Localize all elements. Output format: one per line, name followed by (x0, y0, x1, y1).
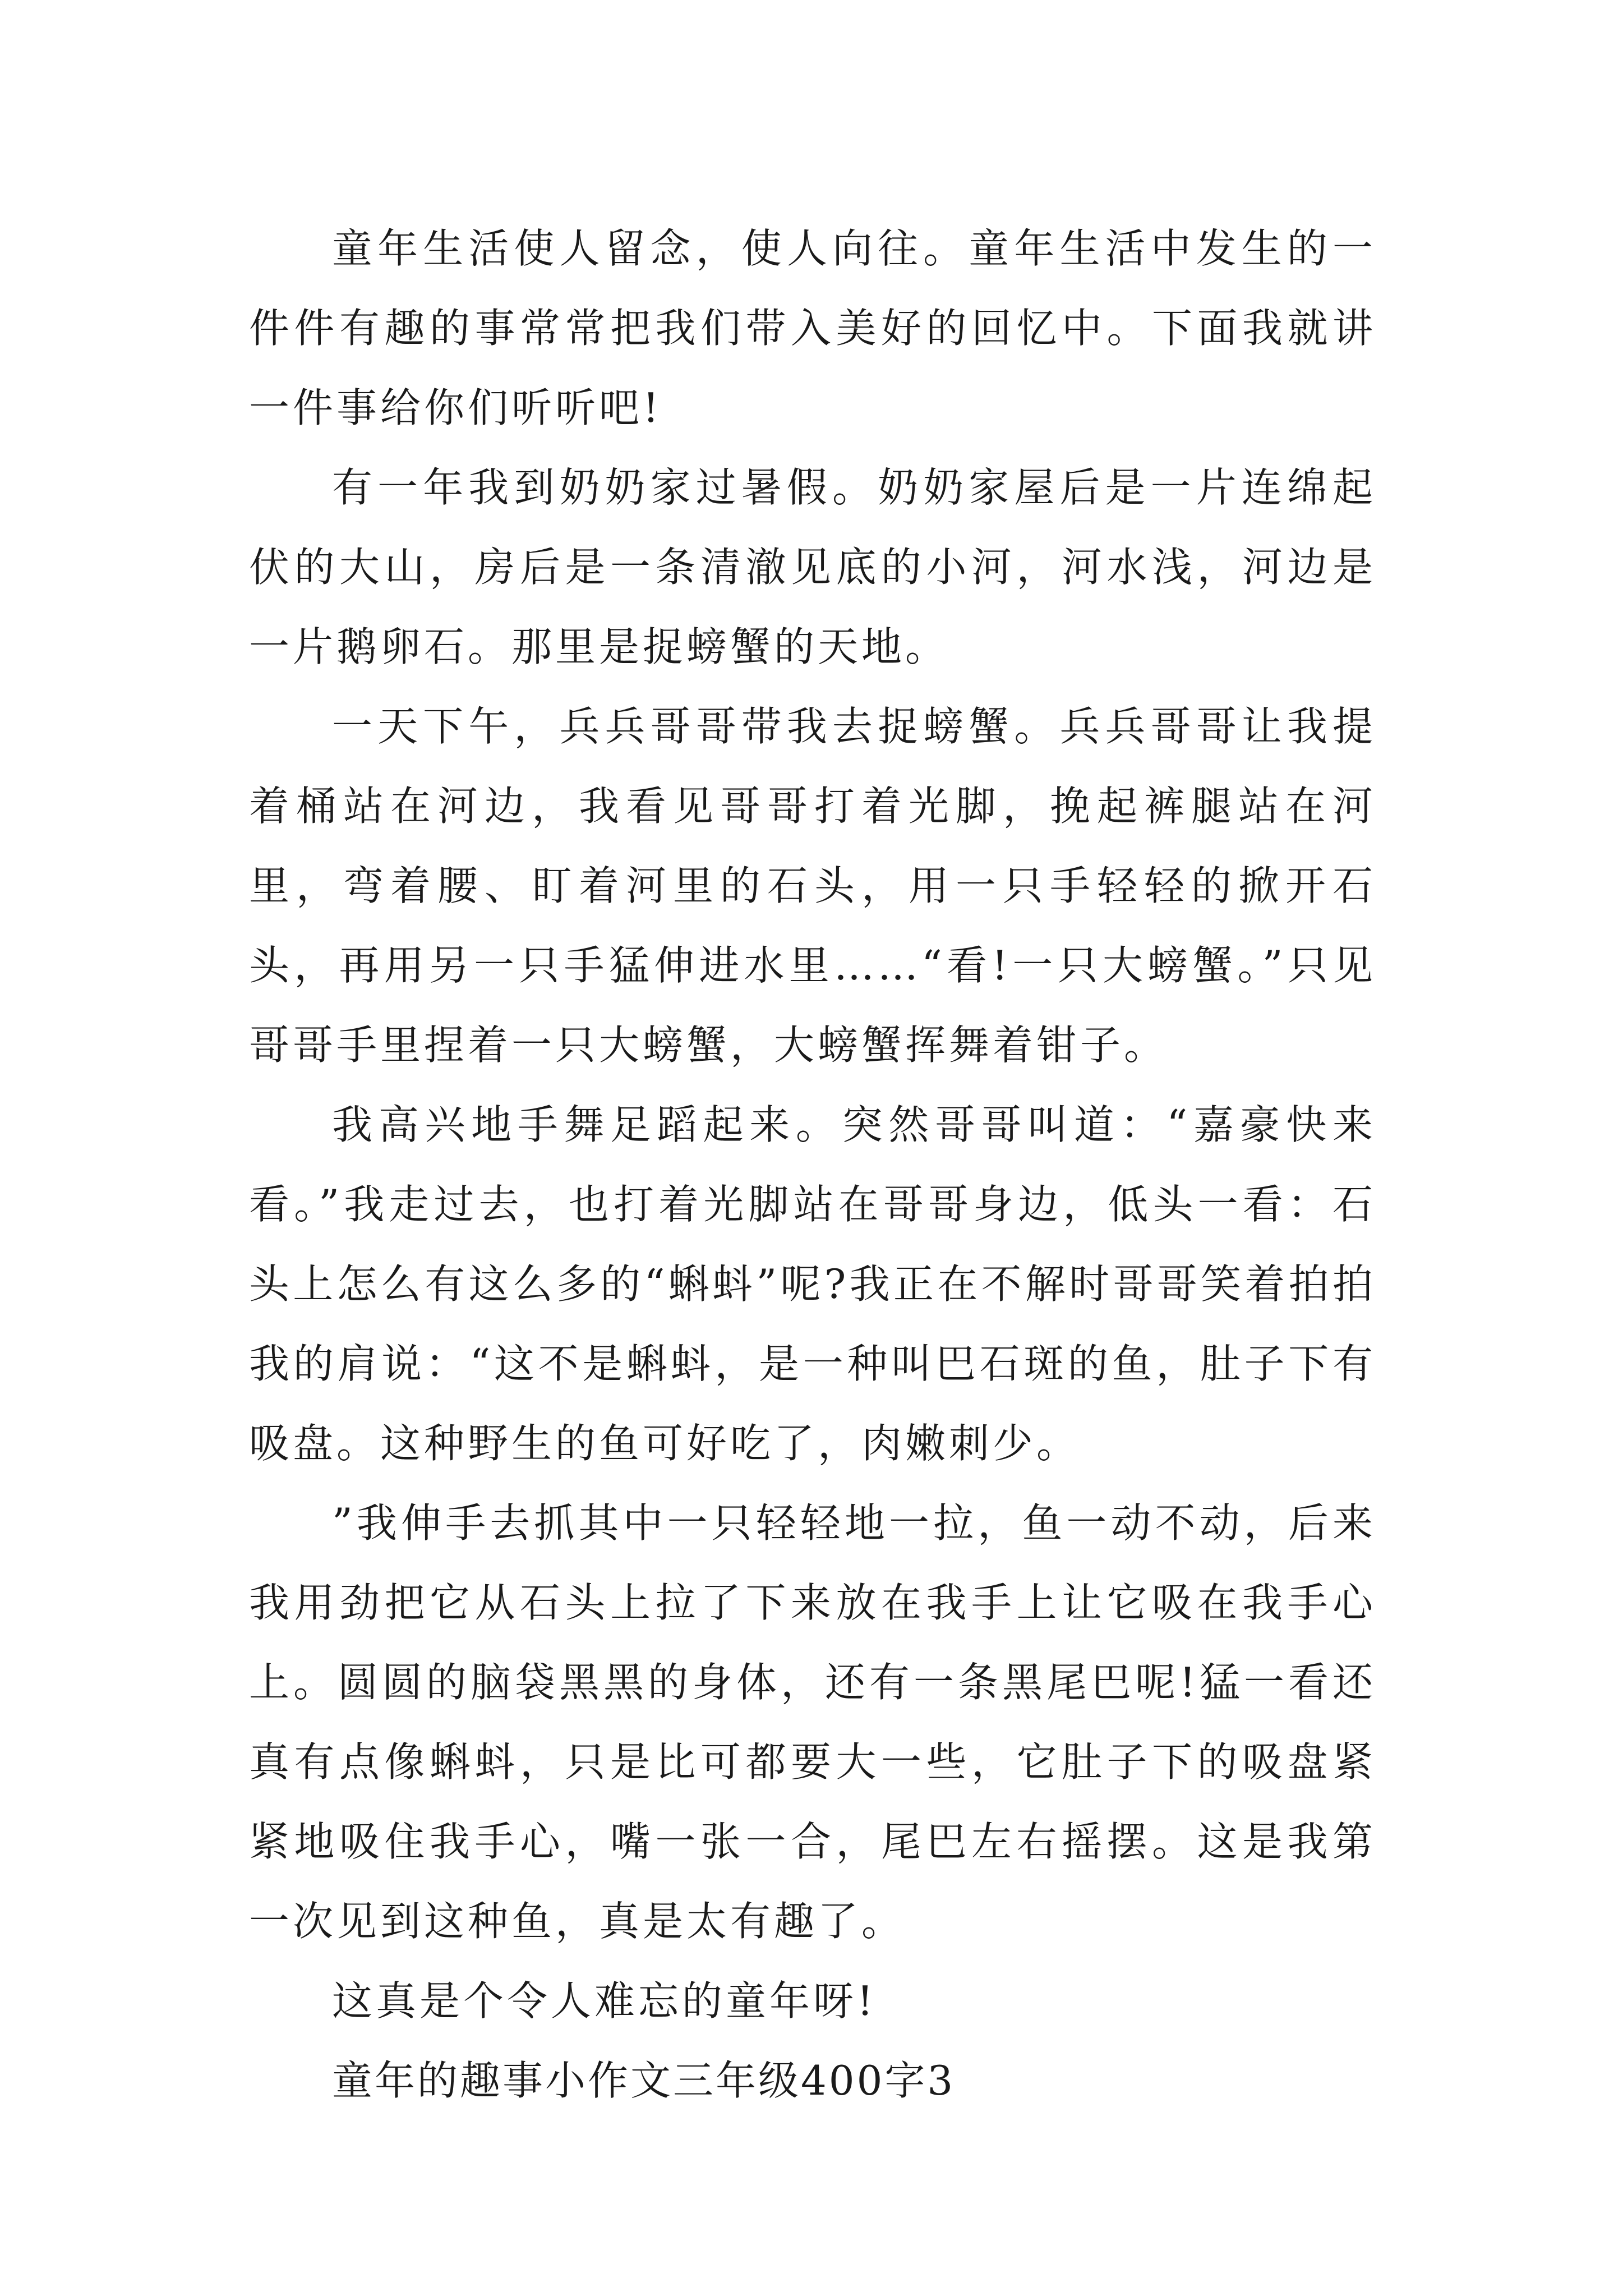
paragraph-catching-crabs: 一天下午，兵兵哥哥带我去捉螃蟹。兵兵哥哥让我提着桶站在河边，我看见哥哥打着光脚，挽起裤腿站在河里，弯着腰、盯着河里的石头，用一只手轻轻的掀开石头，再用另一只手猛伸进水里……“看!一只大螃蟹。”只见哥哥手里捏着一只大螃蟹，大螃蟹挥舞着钳子。 (249, 703, 1376, 1069)
paragraph-intro: 童年生活使人留念，使人向往。童年生活中发生的一件件有趣的事常常把我们带入美好的回忆中。下面我就讲一件事给你们听听吧! (249, 225, 1376, 431)
paragraph-summer-vacation: 有一年我到奶奶家过暑假。奶奶家屋后是一片连绵起伏的大山，房后是一条清澈见底的小河，河水浅，河边是一片鹅卵石。那里是捉螃蟹的天地。 (249, 464, 1376, 670)
paragraph-conclusion: 这真是个令人难忘的童年呀! (332, 1977, 877, 2024)
paragraph-fish: ”我伸手去抓其中一只轻轻地一拉，鱼一动不动，后来我用劲把它从石头上拉了下来放在我手上让它吸在我手心上。圆圆的脑袋黑黑的身体，还有一条黑尾巴呢!猛一看还真有点像蝌蚪，只是比可都要大一些，它肚子下的吸盘紧紧地吸住我手心，嘴一张一合，尾巴左右摇摆。这是我第一次见到这种鱼，真是太有趣了。 (249, 1499, 1376, 1945)
section-heading: 童年的趣事小作文三年级400字3 (332, 2057, 956, 2104)
paragraph-tadpoles: 我高兴地手舞足蹈起来。突然哥哥叫道：“嘉豪快来看。”我走过去，也打着光脚站在哥哥身边，低头一看：石头上怎么有这么多的“蝌蚪”呢?我正在不解时哥哥笑着拍拍我的肩说：“这不是蝌蚪，是一种叫巴石斑的鱼，肚子下有吸盘。这种野生的鱼可好吃了，肉嫩刺少。 (249, 1101, 1376, 1467)
document-body (249, 209, 1376, 2120)
